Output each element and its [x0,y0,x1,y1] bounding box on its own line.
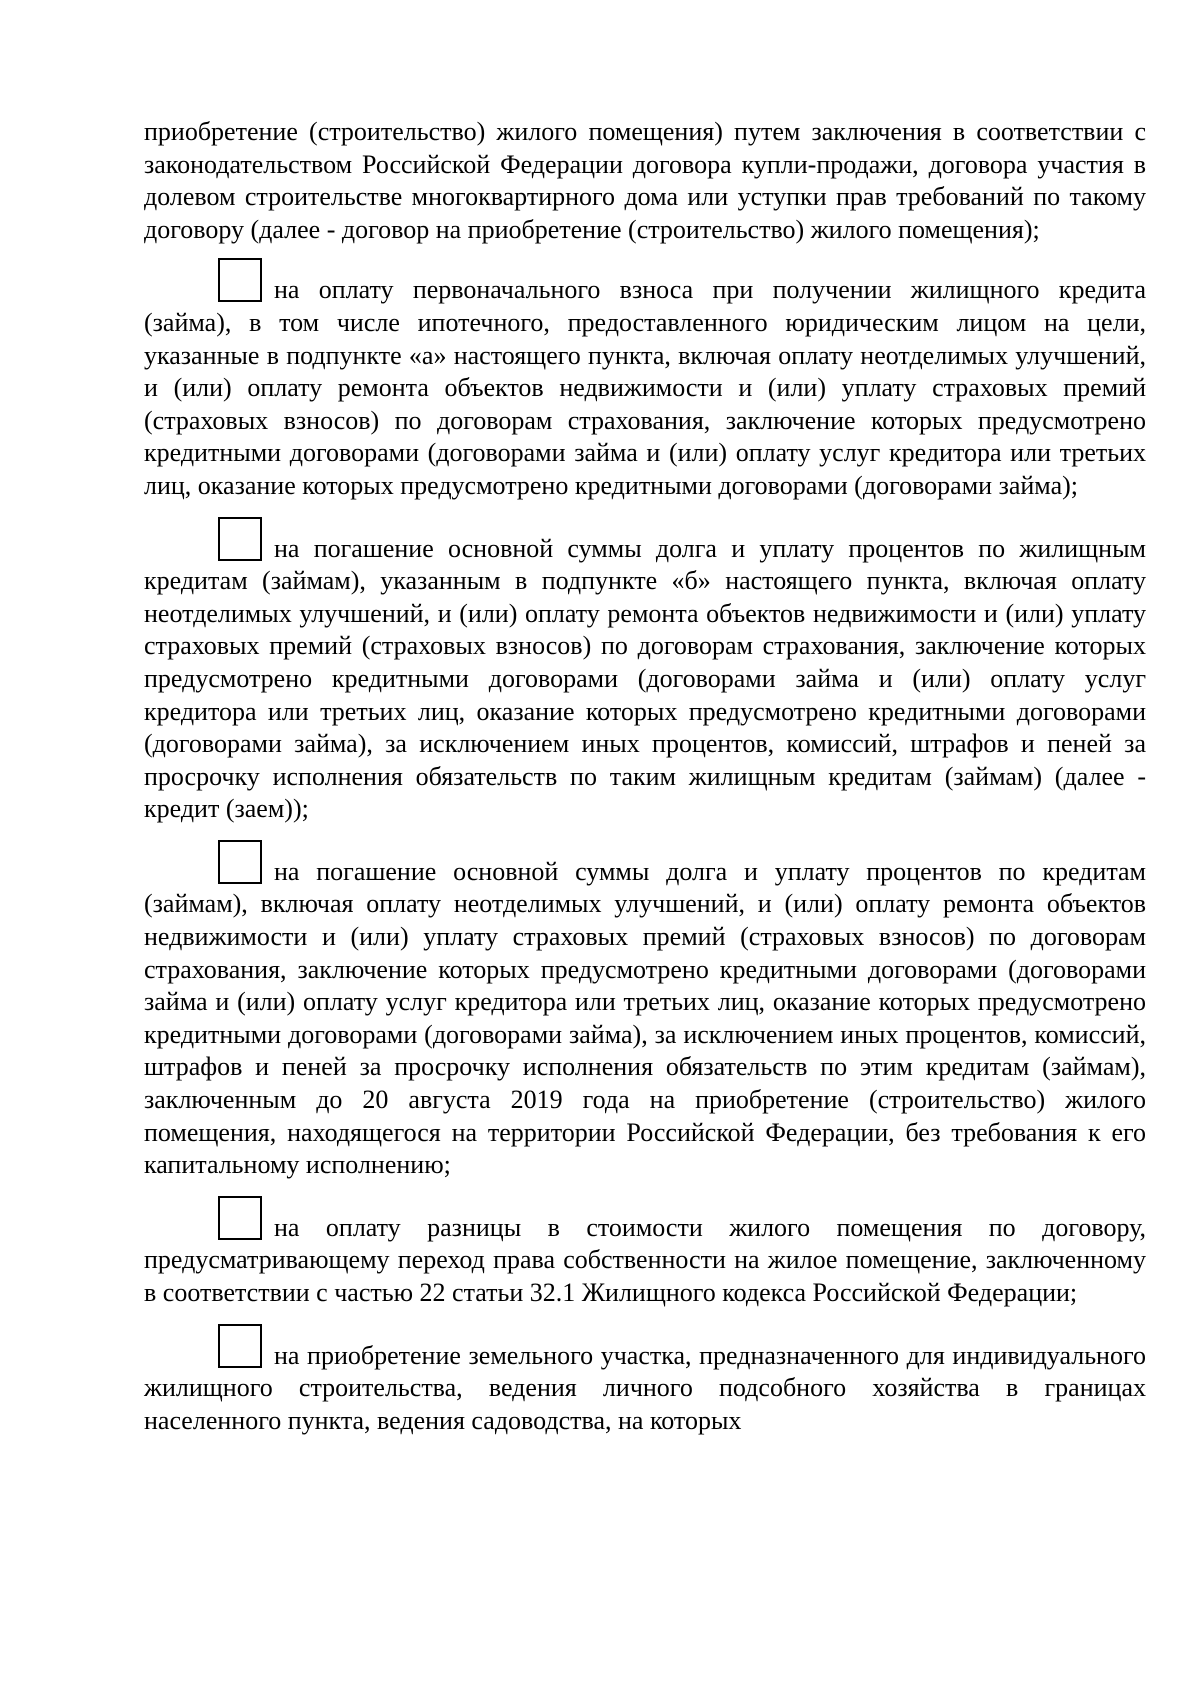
intro-paragraph: приобретение (строительство) жилого помещения) путем заключения в соответствии с законодательством Российской Федерации договора купли-продажи, договора участия в долевом строительстве многоквартирного дома или уступки прав требований по такому договору (далее - договор на приобретение (строительство) жилого помещения); [144,117,1146,244]
option-text-2: на погашение основной суммы долга и уплату процентов по жилищным кредитам (займам), указанным в подпункте «б» настоящего пункта, включая оплату неотделимых улучшений, и (или) оплату ремонта объектов недвижимости и (или) уплату страховых премий (страховых взносов) по договорам страхования, заключение которых предусмотрено кредитными договорами (договорами займа и (или) оплату услуг кредитора или третьих лиц, оказание которых предусмотрено кредитными договорами (договорами займа), за исключением иных процентов, комиссий, штрафов и пеней за просрочку исполнения обязательств по таким жилищным кредитам (займам) (далее - кредит (заем)); [144,533,1146,824]
option-paragraph-2 [144,517,1146,826]
option-checkbox-2[interactable] [218,517,262,561]
option-text-4: на оплату разницы в стоимости жилого помещения по договору, предусматривающему переход права собственности на жилое помещение, заключенному в соответствии с частью 22 статьи 32.1 Жилищного кодекса Российской Федерации; [144,1212,1146,1307]
option-text-1: на оплату первоначального взноса при получении жилищного кредита (займа), в том числе ипотечного, предоставленного юридическим лицом на цели, указанные в подпункте «а» настоящего пункта, включая оплату неотделимых улучшений, и (или) оплату ремонта объектов недвижимости и (или) уплату страховых премий (страховых взносов) по договорам страхования, заключение которых предусмотрено кредитными договорами (договорами займа и (или) оплату услуг кредитора или третьих лиц, оказание которых предусмотрено кредитными договорами (договорами займа); [144,275,1146,500]
option-text-3: на погашение основной суммы долга и уплату процентов по кредитам (займам), включая оплату неотделимых улучшений, и (или) оплату ремонта объектов недвижимости и (или) уплату страховых премий (страховых взносов) по договорам страхования, заключение которых предусмотрено кредитными договорами (договорами займа и (или) оплату услуг кредитора или третьих лиц, оказание которых предусмотрено кредитными договорами (договорами займа), за исключением иных процентов, комиссий, штрафов и пеней за просрочку исполнения обязательств по этим кредитам (займам), заключенным до 20 августа 2019 года на приобретение (строительство) жилого помещения, находящегося на территории Российской Федерации, без требования к его капитальному исполнению; [144,856,1146,1180]
option-text-5: на приобретение земельного участка, предназначенного для индивидуального жилищного строительства, ведения личного подсобного хозяйства в границах населенного пункта, ведения садоводства, на которых [144,1340,1146,1435]
option-checkbox-1[interactable] [218,258,262,302]
option-checkbox-5[interactable] [218,1324,262,1368]
option-paragraph-3 [144,840,1146,1182]
option-checkbox-3[interactable] [218,840,262,884]
option-paragraph-1 [144,258,1146,502]
option-paragraph-4 [144,1196,1146,1310]
option-checkbox-4[interactable] [218,1196,262,1240]
document-page [144,116,1146,1437]
option-paragraph-5 [144,1324,1146,1438]
